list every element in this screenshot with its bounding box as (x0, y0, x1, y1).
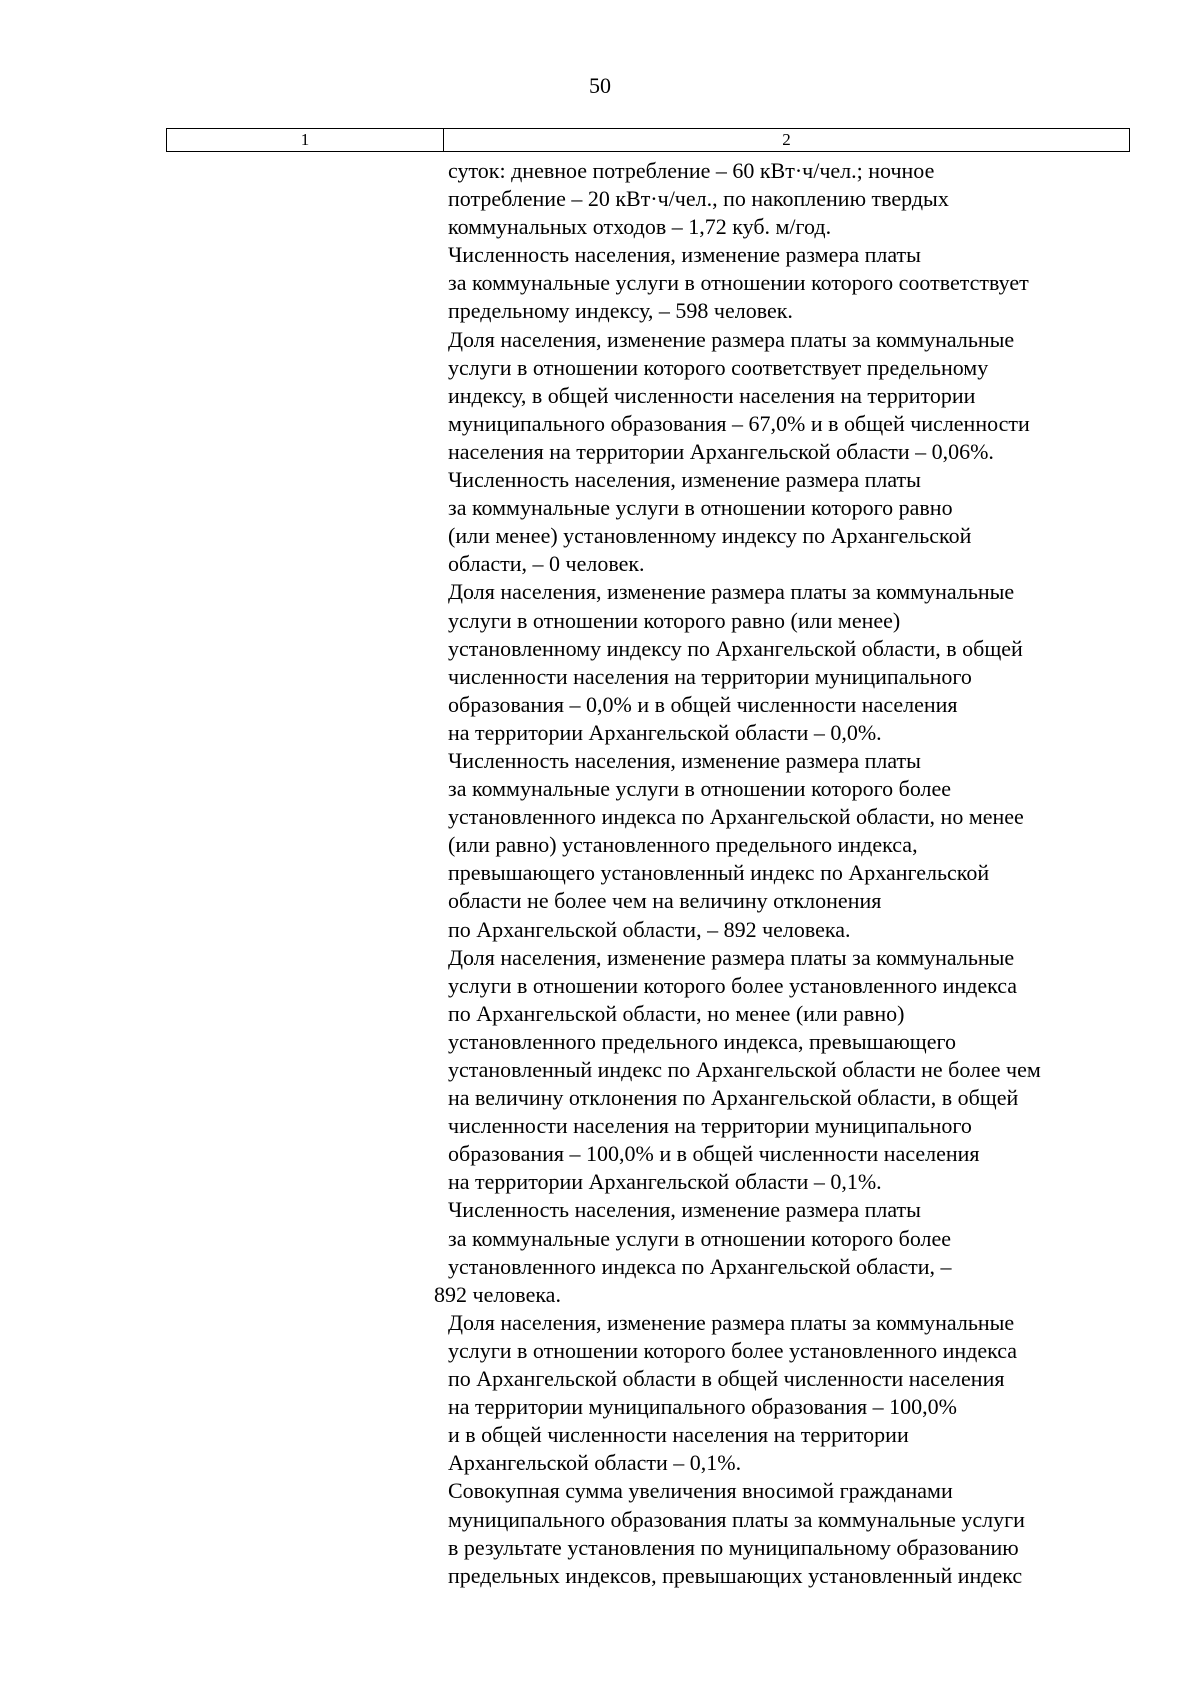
text-line: установленного индекса по Архангельской области, – (448, 1253, 952, 1279)
text-line: установленному индексу по Архангельской области, в общей (448, 635, 1023, 661)
text-line: муниципального образования – 67,0% и в общей численности (448, 410, 1030, 436)
text-line: установленный индекс по Архангельской области не более чем (448, 1057, 1041, 1082)
text-line: по Архангельской области в общей численности населения (448, 1366, 1005, 1392)
text-line: предельному индексу, – 598 человек. (448, 298, 793, 324)
text-line: Численность населения, изменение размера платы (448, 242, 921, 268)
text-line: Архангельской области – 0,1%. (448, 1450, 742, 1476)
text-line: и в общей численности населения на территории (448, 1422, 909, 1448)
table-header (166, 128, 1130, 152)
text-line: на величину отклонения по Архангельской области, в общей (448, 1085, 1019, 1111)
text-line: установленного индекса по Архангельской области, но менее (448, 804, 1024, 830)
text-line: на территории муниципального образования – 100,0% (448, 1394, 957, 1420)
text-line: 892 человека. (434, 1281, 561, 1307)
text-line: образования – 100,0% и в общей численности населения (448, 1141, 980, 1167)
text-line: на территории Архангельской области – 0,1%. (448, 1169, 882, 1195)
page-number: 50 (589, 73, 611, 98)
text-line: за коммунальные услуги в отношении которого соответствует (448, 270, 1029, 296)
text-line: установленного предельного индекса, превышающего (448, 1028, 956, 1054)
text-line: образования – 0,0% и в общей численности населения (448, 691, 958, 717)
text-line: услуги в отношении которого соответствует предельному (448, 354, 989, 380)
text-line: услуги в отношении которого более установленного индекса (448, 1337, 1018, 1363)
text-line: за коммунальные услуги в отношении которого более (448, 776, 952, 802)
text-line: Численность населения, изменение размера платы (448, 1197, 921, 1223)
text-line: Доля населения, изменение размера платы за коммунальные (448, 326, 1015, 352)
text-line: Доля населения, изменение размера платы за коммунальные (448, 944, 1015, 970)
text-line: по Архангельской области, – 892 человека. (448, 916, 851, 942)
table-header-row (167, 129, 1130, 152)
text-line: в результате установления по муниципальному образованию (448, 1534, 1019, 1560)
column-2-content (434, 157, 1128, 1590)
text-line: по Архангельской области, но менее (или равно) (448, 1000, 905, 1026)
text-line: населения на территории Архангельской области – 0,06%. (448, 438, 994, 464)
text-line: потребление – 20 кВт·ч/чел., по накоплению твердых (448, 186, 949, 212)
text-line: численности населения на территории муниципального (448, 1113, 972, 1139)
text-line: коммунальных отходов – 1,72 куб. м/год. (448, 214, 832, 240)
column-header-2: 2 (444, 129, 1130, 152)
text-line: суток: дневное потребление – 60 кВт·ч/чел.; ночное (448, 158, 935, 183)
text-line: услуги в отношении которого равно (или менее) (448, 607, 901, 633)
text-line: Численность населения, изменение размера платы (448, 467, 921, 493)
text-line: Численность населения, изменение размера платы (448, 747, 921, 773)
text-line: индексу, в общей численности населения на территории (448, 382, 976, 408)
column-header-1: 1 (167, 129, 444, 152)
text-line: предельных индексов, превышающих установленный индекс (448, 1562, 1023, 1588)
text-line: за коммунальные услуги в отношении которого равно (448, 495, 953, 521)
text-line: области, – 0 человек. (448, 551, 645, 577)
text-line: численности населения на территории муниципального (448, 663, 972, 689)
text-line: на территории Архангельской области – 0,0%. (448, 719, 882, 745)
text-line: области не более чем на величину отклонения (448, 888, 882, 914)
text-line: Доля населения, изменение размера платы за коммунальные (448, 579, 1015, 605)
text-line: превышающего установленный индекс по Архангельской (448, 860, 990, 886)
text-line: муниципального образования платы за коммунальные услуги (448, 1506, 1025, 1532)
text-line: (или менее) установленному индексу по Архангельской (448, 523, 972, 549)
text-line: Совокупная сумма увеличения вносимой гражданами (448, 1478, 953, 1504)
text-line: Доля населения, изменение размера платы за коммунальные (448, 1309, 1015, 1335)
text-line: услуги в отношении которого более установленного индекса (448, 972, 1018, 998)
text-line: за коммунальные услуги в отношении которого более (448, 1225, 952, 1251)
text-line: (или равно) установленного предельного индекса, (448, 832, 918, 858)
